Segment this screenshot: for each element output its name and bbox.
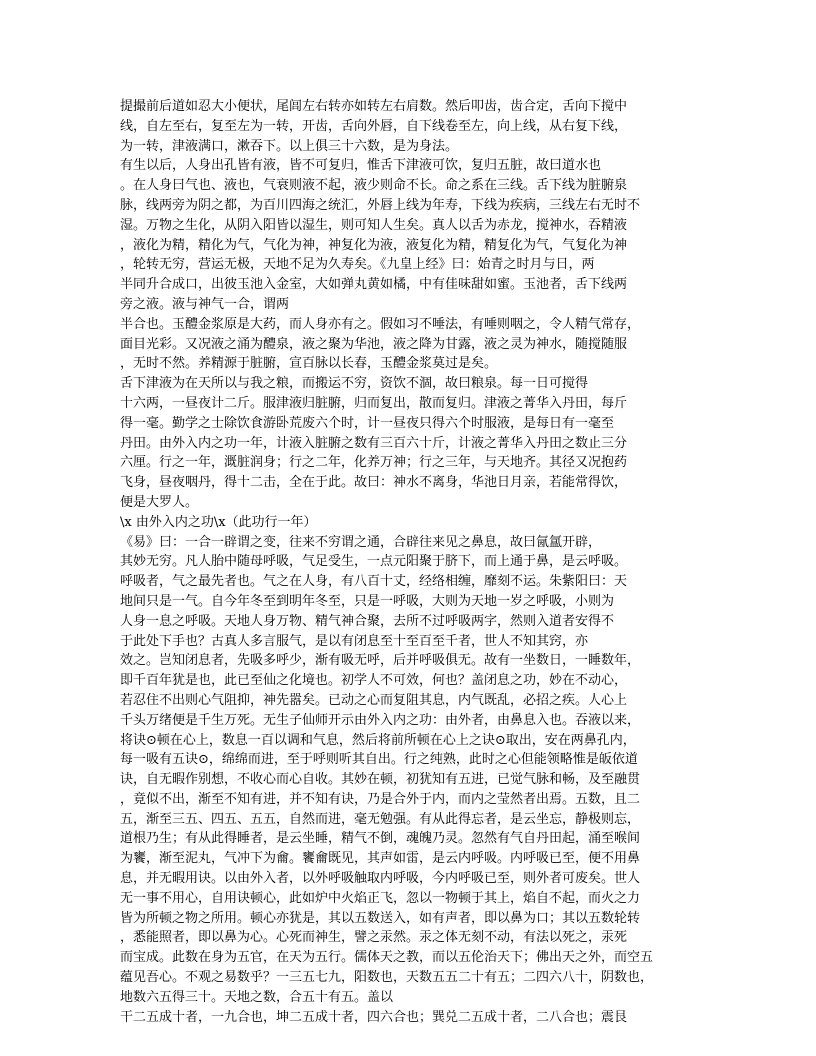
text-line: 即千百年犹是也，此已至仙之化境也。初学人不可效，何也？盖闭息之功，妙在不动心， — [120, 673, 628, 689]
text-line: 为饔，渐至泥丸，气冲下为龠。饔龠既见，其声如雷，是云内呼吸。内呼吸已至，便不用鼻 — [120, 851, 641, 867]
text-line: 而宝成。此数在身为五官，在天为五行。儒体天之教，而以五伦治天下；佛出天之外，而空五 — [120, 950, 654, 966]
text-line: 得一毫。勤学之士除饮食游卧荒废六个时，计一昼夜只得六个时服液，是每日有一毫至 — [120, 415, 615, 431]
text-line: 将诀⊙顿在心上，数息一百以调和气息，然后将前所顿在心上之诀⊙取出，安在两鼻孔内， — [120, 732, 636, 748]
text-line: 舌下津液为在天所以与我之粮，而搬运不穷，资饮不涸，故曰粮泉。每一日可搅得 — [120, 376, 589, 392]
text-line: 五，渐至三五、四五、五五，自然而进，毫无勉强。有从此得忘者，是云坐忘，静极则忘， — [120, 811, 641, 827]
section-heading: \x 由外入内之功\x（此功行一年） — [120, 514, 317, 530]
text-line: 人身一息之呼吸。天地人身万物、精气神合聚，去所不过呼吸两字，然则入道者安得不 — [120, 613, 615, 629]
text-line: 半同升合成口，出彼玉池入金室，大如弹丸黄如橘，中有佳味甜如蜜。玉池者，舌下线两 — [120, 277, 628, 293]
text-line: 皆为所顿之物之所用。顿心亦犹是，其以五数送入，如有声者，即以鼻为口；其以五数轮转 — [120, 910, 641, 926]
text-line: 线，自左至右，复至左为一转，开齿，舌向外唇，自下线卷至左，向上线，从右复下线， — [120, 118, 628, 134]
text-line: 湿。万物之生化，从阴入阳皆以湿生，则可知人生矣。真人以舌为赤龙，搅神水，吞精液 — [120, 217, 628, 233]
text-line: 诀，自无暇作别想，不收心而心自收。其妙在顿，初犹知有五进，已觉气脉和畅，及至融贯 — [120, 772, 641, 788]
text-line: 地数六五得三十。天地之数，合五十有五。盖以 — [120, 989, 394, 1005]
text-line: 每一吸有五诀⊙，绵绵而进，至于呼则听其自出。行之纯熟，此时之心但能领略惟是皈依道 — [120, 752, 638, 768]
text-line: 便是大罗人。 — [120, 494, 199, 510]
text-line: 六厘。行之一年，溉脏润身；行之二年，化养万神；行之三年，与天地齐。其径又况抱药 — [120, 455, 628, 471]
text-line: ，液化为精，精化为气，气化为神，神复化为液，液复化为精，精复化为气，气复化为神 — [120, 237, 628, 253]
text-line: 飞身，昼夜咽丹，得十二击，全在于此。故曰：神水不离身，华池日月亲，若能常得饮， — [120, 475, 628, 491]
text-line: 于此处下手也？古真人多言服气，是以有闭息至十至百至千者，世人不知其窍，亦 — [120, 633, 589, 649]
text-line: 有生以后，人身出孔皆有液，皆不可复归，惟舌下津液可饮，复归五脏，故曰道水也 — [120, 158, 602, 174]
text-line: 道根乃生；有从此得睡者，是云坐睡，精气不倒，魂魄乃灵。忽然有气自丹田起，涌至喉间 — [120, 831, 641, 847]
text-line: 若忍住不出则心气阻抑，神先嚣矣。已动之心而复阻其息，内气既乱，必招之疾。人心上 — [120, 692, 628, 708]
text-line: 千头万绪便是千生万死。无生子仙师开示由外入内之功：由外者，由鼻息入也。吞液以来， — [120, 712, 641, 728]
text-line: 为一转，津液满口，漱吞下。以上俱三十六数，是为身法。 — [120, 138, 459, 154]
text-line: 十六两，一昼夜计二斤。服津液归脏腑，归而复出，散而复归。津液之菁华入丹田，每斤 — [120, 395, 628, 411]
text-line: 面目光彩。又况液之涌为醴泉，液之聚为华池，液之降为甘露，液之灵为神水，随搅随服 — [120, 336, 628, 352]
text-line: 《易》曰：一合一辟谓之变，往来不穷谓之通，合辟往来见之鼻息，故曰氤氲开辟， — [120, 534, 602, 550]
text-line: 干二五成十者，一九合也，坤二五成十者，四六合也；巽兑二五成十者，二八合也；震艮 — [120, 1009, 628, 1025]
text-line: ，轮转无穷，营运无极，天地不足为久寿矣。《九皇上经》曰：始青之时月与日，两 — [120, 257, 595, 273]
text-line: 无一事不用心，自用诀顿心，此如炉中火焰正飞，忽以一物顿于其上，焰自不起，而火之力 — [120, 890, 641, 906]
text-line: 地间只是一气。自今年冬至到明年冬至，只是一呼吸，大则为天地一岁之呼吸，小则为 — [120, 593, 615, 609]
text-line: 蕴见吾心。不观之易数乎？一三五七九，阳数也，天数五五二十有五；二四六八十，阴数也， — [120, 970, 654, 986]
text-line: ，竟似不出，渐至不知有进，并不知有诀，乃是合外于内，而内之莹然者出焉。五数，且二 — [120, 791, 641, 807]
text-line: ，悉能照者，即以鼻为心。心死而神生，譬之汞然。汞之体无刻不动，有法以死之，汞死 — [120, 930, 628, 946]
text-line: 呼吸者，气之最先者也。气之在人身，有八百十丈，经络相缠，靡刻不运。朱紫阳曰：天 — [120, 574, 628, 590]
text-line: 息，并无暇用诀。以由外入者，以外呼吸触取内呼吸，今内呼吸已至，则外者可废矣。世人 — [120, 871, 641, 887]
text-line: 。在人身曰气也、液也，气衰则液不起，液少则命不长。命之系在三线。舌下线为脏腑泉 — [120, 178, 628, 194]
text-line: 提撮前后道如忍大小便状，尾闾左右转亦如转左右肩数。然后叩齿，齿合定，舌向下搅中 — [120, 99, 628, 114]
text-line: 效之。岂知闭息者，先吸多呼少，渐有吸无呼，后并呼吸俱无。故有一坐数日，一睡数年， — [120, 653, 641, 669]
text-line: 其妙无穷。凡人胎中随母呼吸，气足受生，一点元阳聚于脐下，而上通于鼻，是云呼吸。 — [120, 554, 628, 570]
text-line: 丹田。由外入内之功一年，计液入脏腑之数有三百六十斤，计液之菁华入丹田之数止三分 — [120, 435, 628, 451]
text-line: ，无时不然。养精源于脏腑，宣百脉以长春，玉醴金浆莫过是矣。 — [120, 356, 498, 372]
text-line: 旁之液。液与神气一合，谓两 — [120, 296, 290, 312]
text-line: 脉，线两旁为阴之都，为百川四海之统汇，外唇上线为年寿，下线为疾病，三线左右无时不 — [120, 197, 641, 213]
document-page — [120, 97, 700, 1027]
text-line: 半合也。玉醴金浆原是大药，而人身亦有之。假如习不唾法，有唾则咽之，令人精气常存， — [120, 316, 641, 332]
